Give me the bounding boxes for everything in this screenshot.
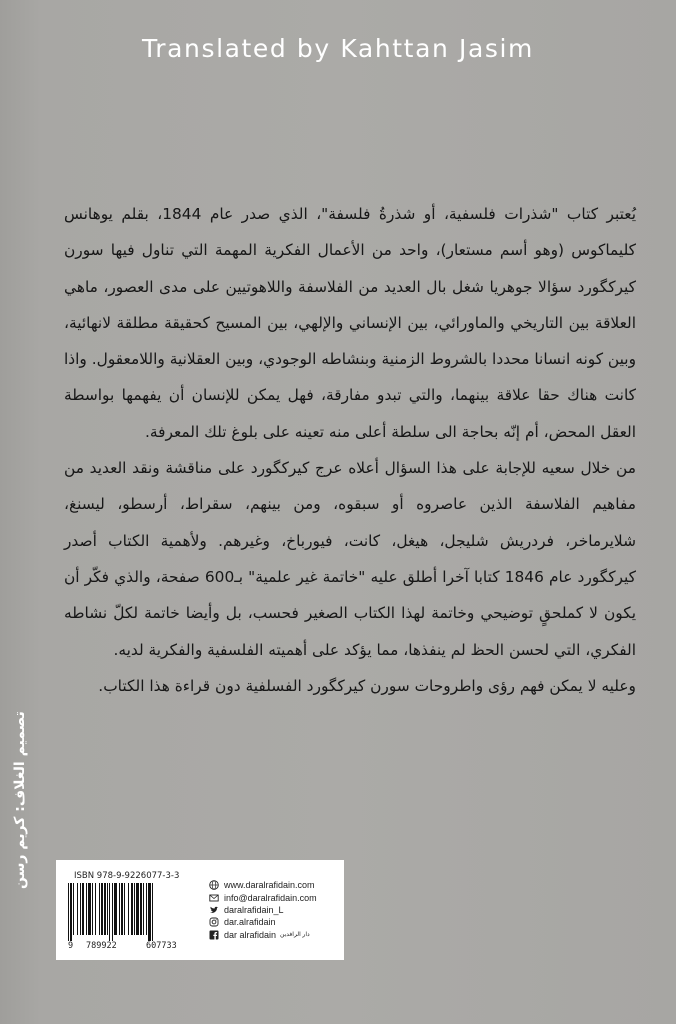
- isbn-label: ISBN 978-9-9226077-3-3: [74, 871, 180, 881]
- instagram-handle[interactable]: dar.alrafidain: [224, 917, 276, 928]
- twitter-icon: [208, 904, 219, 915]
- barcode-panel: [56, 860, 344, 960]
- barcode-bar: [109, 883, 110, 941]
- barcode-bar: [107, 883, 108, 935]
- translator-credit: Translated by Kahttan Jasim: [142, 34, 534, 63]
- facebook-handle[interactable]: dar alrafidain: [224, 929, 277, 940]
- barcode-bar: [88, 883, 91, 935]
- publisher-contacts: [208, 879, 317, 941]
- description-paragraph-3: وعليه لا يمكن فهم رؤى واطروحات سورن كيركگورد الفسلفية دون قراءة هذا الكتاب.: [98, 676, 636, 695]
- barcode-bar: [121, 883, 123, 935]
- barcode-bar: [143, 883, 144, 935]
- email-icon: [208, 892, 219, 903]
- facebook-icon: [208, 929, 219, 940]
- barcode-bar: [101, 883, 103, 935]
- barcode-bar: [146, 883, 147, 935]
- barcode-digits-right: 607733: [146, 941, 177, 951]
- barcode-bar: [104, 883, 106, 935]
- barcode-bar: [136, 883, 139, 935]
- barcode-bar: [131, 883, 133, 935]
- barcode-bar: [148, 883, 151, 941]
- barcode-bar: [95, 883, 96, 935]
- barcode-bar: [77, 883, 78, 935]
- twitter-handle[interactable]: daralrafidain_L: [224, 904, 284, 915]
- email-text[interactable]: info@daralrafidain.com: [224, 892, 317, 903]
- contact-website[interactable]: [208, 879, 317, 891]
- barcode-bar: [73, 883, 74, 935]
- barcode-bar: [140, 883, 142, 935]
- contact-facebook[interactable]: [208, 929, 317, 941]
- barcode-digits-left: 789922: [86, 941, 117, 951]
- barcode-bar: [82, 883, 84, 935]
- barcode-bar: [70, 883, 72, 941]
- barcode-bar: [86, 883, 87, 935]
- contact-twitter[interactable]: [208, 904, 317, 916]
- instagram-icon: [208, 917, 219, 928]
- description-paragraph-2: من خلال سعيه للإجابة على هذا السؤال أعلاه عرج كيركگورد على مناقشة ونقد العديد من مفاهيم الفلاسفة الذين عاصروه أو سبقوه، ومن بينهم، سقراط، أرسطو، ليسنغ، شلايرماخر، فردريش شليجل، هيغل، كانت، فيورباخ، وغيرهم. ولأهمية الكتاب أصدر كيركگورد عام 1846 كتابا آخرا أطلق عليه "خاتمة غير علمية" بـ600 صفحة، والذي فكّر أن يكون لا كملحقٍ توضيحي وخاتمة لهذا الكتاب الصغير فحسب، بل وأيضا خاتمة لكلّ نشاطه الفكري، التي لحسن الحظ لم ينفذها، مما يؤكد على أهميته الفلسفية والفكرية لديه.: [64, 459, 636, 659]
- barcode-bar: [152, 883, 153, 941]
- barcode-bar: [99, 883, 100, 935]
- book-description: [64, 196, 636, 704]
- barcode-bar: [134, 883, 135, 935]
- barcode-bar: [92, 883, 93, 935]
- barcode-bar: [112, 883, 113, 941]
- website-text[interactable]: www.daralrafidain.com: [224, 880, 315, 891]
- barcode-bar: [114, 883, 117, 935]
- barcode-bar: [124, 883, 125, 935]
- contact-email[interactable]: [208, 891, 317, 903]
- publisher-name-arabic: دار الرافدين: [280, 932, 310, 939]
- description-paragraph-1: يُعتبر كتاب "شذرات فلسفية، أو شذرةُ فلسفة"، الذي صدر عام 1844، بقلم يوهانس كليماكوس (وهو أسم مستعار)، واحد من الأعمال الفكرية المهمة التي تناول فيها سورن كيركگورد سؤالا جوهريا شغل بال العديد من الفلاسفة واللاهوتيين على مدى العصور، ماهي العلاقة بين التاريخي والماورائي، بين الإنساني والإلهي، بين المسيح كحقيقة مطلقة لانهائية، وبين كونه انسانا محددا بالشروط الزمنية وبنشاطه الوجودي، وبين العقلانية واللامعقول. واذا كانت هناك حقا علاقة بينهما، والتي تبدو مفارقة، فهل يمكن للإنسان أن يفهمها بواسطة العقل المحض، أم إنّه بحاجة الى سلطة أعلى منه تعينه على بلوغ تلك المعرفة.: [64, 205, 636, 441]
- barcode-bar: [128, 883, 129, 935]
- barcode-digit-first: 9: [68, 941, 74, 951]
- cover-designer-credit: تصميم الغلاف: كريم رسن: [12, 711, 28, 889]
- globe-icon: [208, 880, 219, 891]
- barcode-bar: [119, 883, 120, 935]
- barcode-bar: [80, 883, 81, 935]
- contact-instagram[interactable]: [208, 916, 317, 928]
- barcode-image: [66, 883, 198, 941]
- barcode-bar: [68, 883, 69, 941]
